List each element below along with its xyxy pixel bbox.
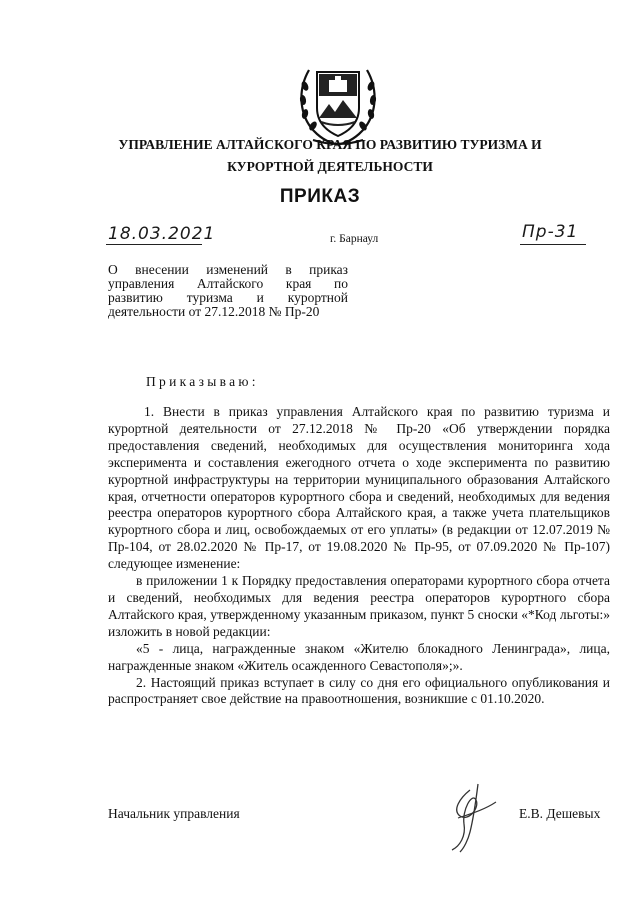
order-subject: О внесении изменений в приказ управления Алтайского края по развитию туризма и курортной деятельности от 27.12.2018 № Пр-20: [108, 262, 348, 319]
paragraph-4: 2. Настоящий приказ вступает в силу со дня его официального опубликования и распространяет свое действие на правоотношения, возникшие с 01.10.2020.: [108, 674, 610, 707]
organization-line-1: УПРАВЛЕНИЕ АЛТАЙСКОГО КРАЯ ПО РАЗВИТИЮ ТУРИЗМА И: [118, 137, 542, 152]
city: г. Барнаул: [330, 233, 379, 245]
signatory-position: Начальник управления: [108, 806, 240, 821]
order-number: Пр-31: [522, 222, 579, 242]
signatory-name: Е.В. Дешевых: [519, 806, 601, 821]
order-body: [108, 404, 610, 708]
handwritten-signature-icon: [430, 780, 520, 855]
paragraph-1: 1. Внести в приказ управления Алтайского края по развитию туризма и курортной деятельности от 27.12.2018 № Пр-20 «Об утверждении порядка предоставления сведений, необходимых для осуществления мониторинга хода эксперимента и составления ежегодного отчета о ходе эксперимента по развитию курортной инфраструктуры на территории муниципального образования Алтайского края, отчетности операторов курортного сбора и сведений, необходимых для ведения реестра операторов курортного сбора Алтайского края, а также учета плательщиков курортного сбора и лиц, освобождаемых от его уплаты» (в редакции от 12.07.2019 № Пр-104, от 28.02.2020 № Пр-17, от 19.08.2020 № Пр-95, от 07.09.2020 № Пр-107) следующее изменение:: [108, 404, 610, 572]
order-directive: Приказываю:: [146, 374, 259, 389]
order-date: 18.03.2021: [108, 224, 216, 244]
number-underline: [520, 244, 586, 245]
paragraph-3: «5 - лица, награжденные знаком «Жителю блокадного Ленинграда», лица, награжденные знаком «Житель осажденного Севастополя»;».: [108, 640, 610, 673]
organization-name: [110, 134, 550, 178]
paragraph-2: в приложении 1 к Порядку предоставления операторами курортного сбора отчета и сведений, необходимых для ведения реестра операторов курортного сбора Алтайского края, утвержденному указанным приказом, пункт 5 сноски «*Код льготы:» изложить в новой редакции:: [108, 573, 610, 639]
document-title: ПРИКАЗ: [279, 186, 361, 207]
date-underline: [106, 244, 202, 245]
organization-line-2: КУРОРТНОЙ ДЕЯТЕЛЬНОСТИ: [227, 159, 433, 174]
